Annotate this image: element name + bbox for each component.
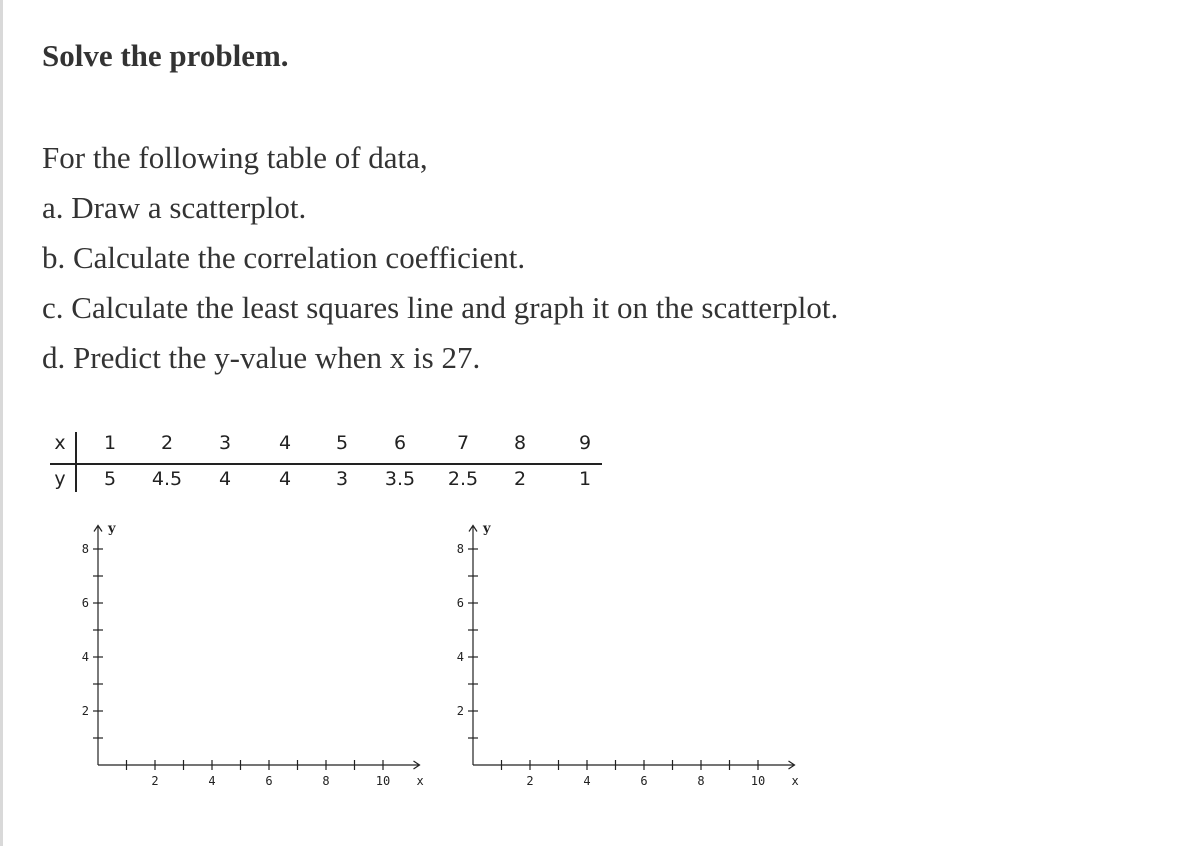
part-a-text: Draw a scatterplot.	[63, 190, 307, 225]
table-x-value: 7	[456, 432, 470, 454]
table-y-value: 2.5	[447, 468, 479, 490]
x-tick-label: 4	[583, 774, 591, 788]
table-x-value: 2	[160, 432, 174, 454]
table-y-header: y	[54, 468, 66, 490]
table-y-value: 4	[218, 468, 232, 490]
table-y-value: 4.5	[151, 468, 183, 490]
table-y-value: 5	[103, 468, 117, 490]
table-x-value: 5	[335, 432, 349, 454]
table-x-value: 9	[578, 432, 592, 454]
blank-graph-2[interactable]	[430, 521, 820, 810]
table-x-value: 3	[218, 432, 232, 454]
problem-part-b	[42, 240, 525, 276]
problem-part-d	[42, 340, 480, 376]
x-tick-label: 10	[375, 774, 391, 788]
part-c-text: Calculate the least squares line and graph it on the scatterplot.	[63, 290, 839, 325]
x-tick-label: 8	[697, 774, 705, 788]
graph-1-svg	[55, 521, 445, 810]
graph-2-svg	[430, 521, 820, 810]
x-tick-label: 10	[750, 774, 766, 788]
part-b-text: Calculate the correlation coefficient.	[65, 240, 526, 275]
y-tick-label: 6	[81, 596, 89, 610]
x-tick-label: 2	[526, 774, 534, 788]
table-x-value: 4	[278, 432, 292, 454]
table-x-value: 1	[103, 432, 117, 454]
y-tick-label: 8	[456, 542, 464, 556]
part-a-prefix: a.	[42, 190, 64, 225]
part-c-prefix: c.	[42, 290, 64, 325]
data-table	[50, 430, 605, 495]
table-x-value: 8	[513, 432, 527, 454]
x-tick-label: 2	[151, 774, 159, 788]
table-y-value: 4	[278, 468, 292, 490]
content-left-border	[0, 0, 3, 846]
problem-part-a	[42, 190, 306, 226]
part-d-prefix: d.	[42, 340, 66, 375]
y-axis-label: y	[483, 521, 491, 537]
x-tick-label: 4	[208, 774, 216, 788]
x-tick-label: 6	[265, 774, 273, 788]
x-axis-label: x	[416, 774, 424, 788]
table-x-value: 6	[393, 432, 407, 454]
table-horizontal-rule	[50, 463, 602, 465]
y-axis-label: y	[108, 521, 116, 537]
table-y-value: 3.5	[384, 468, 416, 490]
x-tick-label: 8	[322, 774, 330, 788]
y-tick-label: 8	[81, 542, 89, 556]
problem-part-c	[42, 290, 838, 326]
table-y-value: 2	[513, 468, 527, 490]
y-tick-label: 4	[81, 650, 89, 664]
part-b-prefix: b.	[42, 240, 66, 275]
table-x-header: x	[54, 432, 66, 454]
problem-intro: For the following table of data,	[42, 140, 428, 175]
x-axis-label: x	[791, 774, 799, 788]
table-vertical-rule	[75, 432, 77, 492]
part-d-text: Predict the y-value when x is 27.	[65, 340, 481, 375]
y-tick-label: 6	[456, 596, 464, 610]
y-tick-label: 2	[456, 704, 464, 718]
blank-graph-1[interactable]	[55, 521, 445, 810]
y-tick-label: 4	[456, 650, 464, 664]
table-y-value: 1	[578, 468, 592, 490]
table-y-value: 3	[335, 468, 349, 490]
y-tick-label: 2	[81, 704, 89, 718]
problem-title: Solve the problem.	[42, 38, 289, 73]
x-tick-label: 6	[640, 774, 648, 788]
